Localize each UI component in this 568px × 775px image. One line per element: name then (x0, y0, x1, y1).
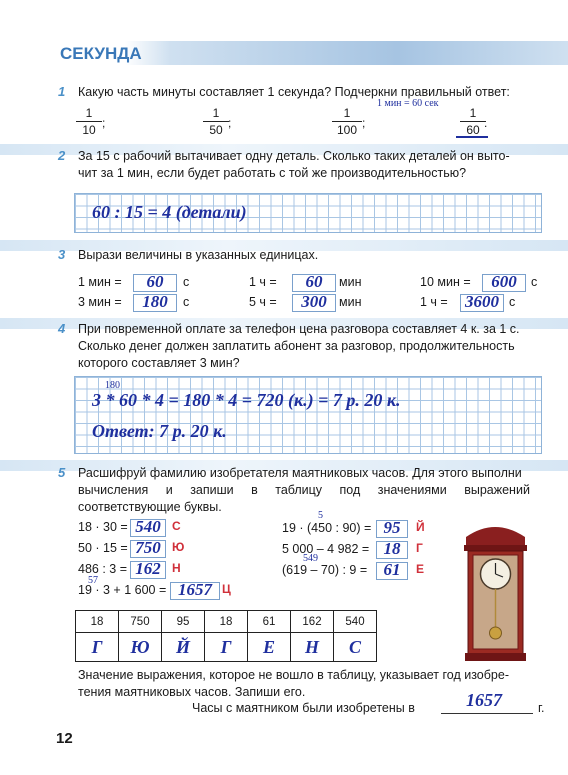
task-5-number: 5 (58, 465, 66, 480)
task-5-line-3: соответствующие буквы. (78, 500, 222, 514)
task-1-hint: 1 мин = 60 сек (377, 98, 439, 109)
fraction-1-50: 1 50 (203, 106, 229, 137)
task-4-solution: 3 * 60 * 4 = 180 * 4 = 720 (к.) = 7 р. 20 к. (92, 390, 401, 410)
fraction-1-100: 1 100 (332, 106, 362, 137)
table-cell: 95 (162, 611, 205, 633)
task-4-line-2: Сколько денег должен заплатить абонент за разговор, продолжительность (78, 339, 515, 353)
task-4-line-3: которого составляет 3 мин? (78, 356, 240, 370)
table-cell: Е (248, 633, 291, 662)
fraction-1-60-correct: 1 60 (460, 106, 486, 137)
table-cell: Ю (119, 633, 162, 662)
answer-box: 300 (292, 294, 336, 312)
answer-box: 18 (376, 541, 408, 559)
answer-box: 600 (482, 274, 526, 292)
table-cell: Г (76, 633, 119, 662)
answer-box: 61 (376, 562, 408, 580)
task-2-line-2: чит за 1 мин, если будет работать с той же производительностью? (78, 166, 467, 180)
task-4-answer: Ответ: 7 р. 20 к. (92, 421, 227, 441)
answer-underline (456, 136, 488, 138)
task-4-note: 180 (105, 380, 120, 391)
table-cell: 61 (248, 611, 291, 633)
answer-box: 162 (130, 561, 166, 579)
pendulum-clock-illustration (448, 517, 543, 665)
task-3-text: Вырази величины в указанных единицах. (78, 248, 319, 262)
task-5-line-1: Расшифруй фамилию изобретателя маятниковых часов. Для этого выполни (78, 466, 522, 480)
task-4-line-1: При повременной оплате за телефон цена разговора составляет 4 к. за 1 с. (78, 322, 520, 336)
answer-box: 60 (133, 274, 177, 292)
task-5-line-2: вычисления и запиши в таблицу под значениями выражений (78, 483, 530, 497)
page-number: 12 (56, 730, 73, 747)
table-cell: Й (162, 633, 205, 662)
table-cell: 18 (76, 611, 119, 633)
page-title: СЕКУНДА (60, 44, 142, 63)
answer-box: 95 (376, 520, 408, 538)
task-1-number: 1 (58, 84, 66, 99)
table-row-letters (76, 633, 377, 662)
answer-box: 750 (130, 540, 166, 558)
table-cell: 750 (119, 611, 162, 633)
answer-box: 540 (130, 519, 166, 537)
task-1-text: Какую часть минуты составляет 1 секунда? Подчеркни правильный ответ: (78, 85, 510, 99)
answer-box: 1657 (170, 582, 220, 600)
final-suffix: г. (538, 701, 545, 715)
final-year: 1657 (466, 690, 502, 710)
task-4-grid (74, 376, 542, 454)
task-5-after-line-2: тения маятниковых часов. Запиши его. (78, 685, 306, 699)
final-answer-line (441, 713, 533, 714)
task-5-after-line-1: Значение выражения, которое не вошло в таблицу, указывает год изобре- (78, 668, 509, 682)
table-cell: Н (291, 633, 334, 662)
table-cell: 162 (291, 611, 334, 633)
answer-box: 60 (292, 274, 336, 292)
table-cell: 540 (334, 611, 377, 633)
answer-box: 180 (133, 294, 177, 312)
fraction-1-10: 1 10 (76, 106, 102, 137)
answer-box: 3600 (460, 294, 504, 312)
decoding-table (75, 610, 377, 662)
task-2-number: 2 (58, 148, 66, 163)
task-3-number: 3 (58, 247, 66, 262)
table-row-values (76, 611, 377, 633)
task-2-answer: 60 : 15 = 4 (детали) (92, 202, 247, 222)
table-cell: С (334, 633, 377, 662)
table-cell: Г (205, 633, 248, 662)
task-4-number: 4 (58, 321, 66, 336)
final-sentence: Часы с маятником были изобретены в (192, 701, 415, 715)
table-cell: 18 (205, 611, 248, 633)
task-2-line-1: За 15 с рабочий вытачивает одну деталь. Сколько таких деталей он выто- (78, 149, 510, 163)
